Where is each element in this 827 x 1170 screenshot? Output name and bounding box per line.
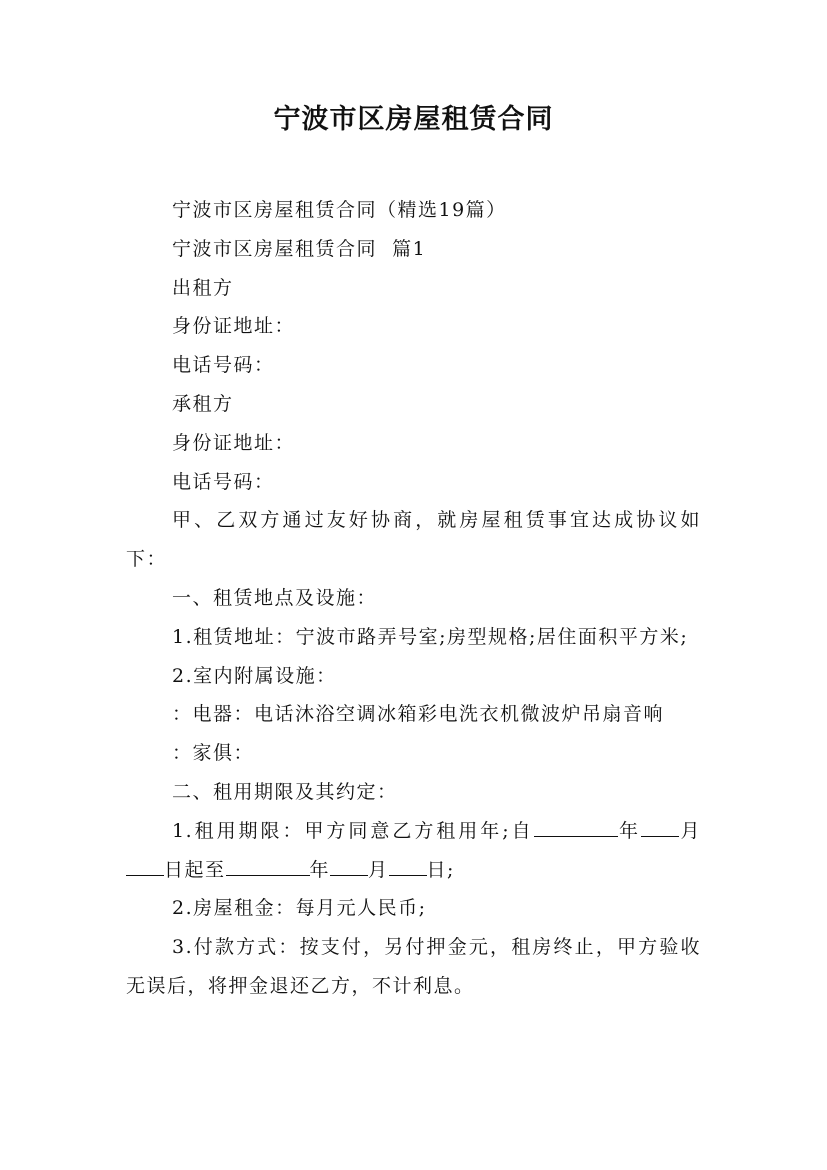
lessor-phone: 电话号码： — [172, 354, 275, 377]
appliances-line: ：电器：电话沐浴空调冰箱彩电洗衣机微波炉吊扇音响 — [172, 703, 665, 726]
term-day-end: 日; — [426, 858, 455, 881]
section-heading: 宁波市区房屋租赁合同 篇1 — [172, 237, 427, 260]
intro-paragraph: 甲、乙双方通过友好协商，就房屋租赁事宜达成协议如下： — [126, 509, 701, 571]
lessor-id-address: 身份证地址： — [172, 315, 296, 338]
term-month1: 月 — [679, 819, 701, 842]
lessee-label: 承租方 — [172, 392, 234, 415]
clause2-heading: 二、租用期限及其约定： — [172, 780, 398, 803]
clause1-item1: 1.租赁地址：宁波市路弄号室;房型规格;居住面积平方米; — [172, 625, 689, 648]
payment-paragraph: 3.付款方式：按支付，另付押金元，租房终止，甲方验收无误后，将押金退还乙方，不计利息。 — [126, 936, 701, 997]
clause1-item2: 2.室内附属设施： — [172, 664, 337, 687]
subtitle: 宁波市区房屋租赁合同（精选19篇） — [172, 199, 507, 221]
start-month-blank — [641, 816, 679, 837]
furniture-line: ：家俱： — [172, 742, 255, 765]
rent-line: 2.房屋租金：每月元人民币; — [172, 897, 427, 920]
document-title: 宁波市区房屋租赁合同 — [273, 104, 554, 135]
term-month2: 月 — [368, 858, 389, 881]
clause1-heading: 一、租赁地点及设施： — [172, 586, 378, 609]
term-day-from: 日起至 — [164, 858, 226, 881]
lessor-label: 出租方 — [172, 276, 234, 299]
term-paragraph — [126, 812, 701, 890]
end-day-blank — [389, 855, 427, 876]
term-year2: 年 — [309, 858, 331, 881]
end-year-blank — [226, 855, 310, 876]
document-body — [126, 191, 701, 1006]
start-year-blank — [534, 816, 618, 837]
end-month-blank — [330, 855, 368, 876]
lessee-id-address: 身份证地址： — [172, 431, 296, 454]
start-day-blank — [126, 855, 164, 876]
term-year1: 年 — [617, 819, 642, 842]
term-prefix: 1.租用期限：甲方同意乙方租用年;自 — [172, 819, 534, 842]
lessee-phone: 电话号码： — [172, 470, 275, 493]
